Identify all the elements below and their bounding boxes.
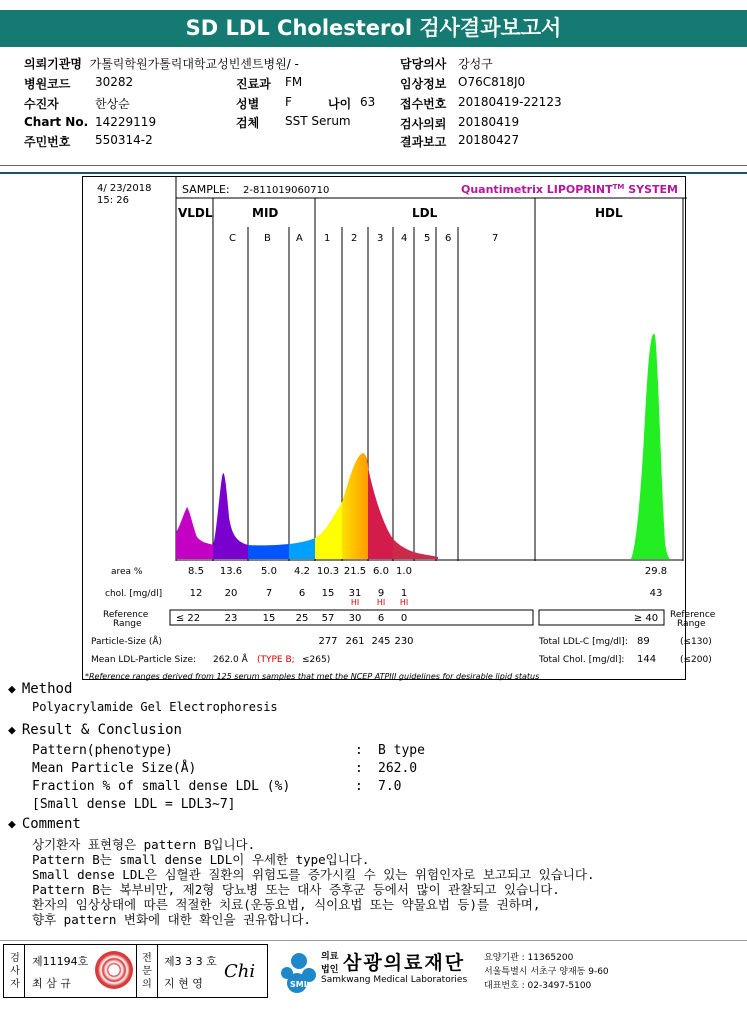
result-colon-2: : xyxy=(355,761,363,776)
org-phone: 대표번호 : 02-3497-5100 xyxy=(484,981,592,991)
patient-name: 한상순 xyxy=(95,97,130,111)
area-a: 4.2 xyxy=(294,566,310,577)
particle-values xyxy=(318,636,413,647)
sex: F xyxy=(285,95,292,109)
org-address: 서울특별시 서초구 양재동 9-60 xyxy=(484,967,609,977)
chart-label: Chart No. xyxy=(24,115,89,129)
ref-4: 0 xyxy=(400,613,408,624)
area-3: 6.0 xyxy=(373,566,389,577)
request-date: 20180419 xyxy=(458,115,520,129)
band-5: 5 xyxy=(424,233,431,244)
particle-1: 277 xyxy=(318,636,338,647)
header-divider-blue xyxy=(0,172,747,174)
result-value-size: 262.0 xyxy=(378,761,418,776)
comment-line: 상기환자 표현형은 pattern B입니다. xyxy=(32,837,256,852)
result-title: ◆ Result & Conclusion xyxy=(8,722,182,738)
band-1: 1 xyxy=(324,233,331,244)
requesting-org: 가톨릭학원가톨릭대학교성빈센트병원 xyxy=(89,57,287,71)
requesting-org-label: 의뢰기관명 xyxy=(24,57,82,71)
area-2: 21.5 xyxy=(343,566,367,577)
ref-c: 23 xyxy=(224,613,238,624)
comment-line: 환자의 임상상태에 따른 적절한 치료(운동요법, 식이요법 또는 약물요법 등)를 권하며, xyxy=(32,897,541,912)
hospital-code: 30282 xyxy=(95,75,134,89)
sample-id: 2-811019060710 xyxy=(243,185,330,196)
hi-flag-2: HI xyxy=(350,598,360,607)
chol-c: 20 xyxy=(224,588,238,599)
area-c: 13.6 xyxy=(219,566,243,577)
ldl4-tail xyxy=(393,539,438,559)
sml-logo-text: SML xyxy=(290,980,309,989)
sample-label: SAMPLE: xyxy=(182,183,230,196)
doctor-label: 담당의사 xyxy=(400,57,447,71)
footnote: *Reference ranges derived from 125 serum samples that met the NCEP ATPIII guidelines for desirable lipid status xyxy=(85,672,540,681)
band-b: B xyxy=(264,233,271,244)
lab-info-label: 임상정보 xyxy=(400,77,447,91)
chol-vldl: 12 xyxy=(189,588,203,599)
vldl-peak xyxy=(176,507,213,559)
chol-a: 6 xyxy=(298,588,306,599)
band-2: 2 xyxy=(351,233,358,244)
ward-slash: / - xyxy=(286,57,299,71)
particle-4: 230 xyxy=(394,636,414,647)
total-chol-label: Total Chol. [mg/dl]: xyxy=(539,655,625,665)
ldl3-peak xyxy=(368,467,393,559)
hospital-code-label: 병원코드 xyxy=(24,77,71,91)
request-label: 검사의뢰 xyxy=(400,117,447,131)
ref-vldl: ≤ 22 xyxy=(175,613,201,624)
report-date: 20180427 xyxy=(458,133,520,147)
band-6: 6 xyxy=(445,233,452,244)
method-title: ◆ Method xyxy=(8,681,73,697)
zone-mid: MID xyxy=(252,206,279,220)
ref-a: 25 xyxy=(295,613,309,624)
receipt-label: 접수번호 xyxy=(400,97,447,111)
examiner-no: 제11194호 xyxy=(32,955,89,968)
age: 63 xyxy=(360,95,376,109)
particle-label: Particle-Size (Å) xyxy=(91,637,163,647)
examiner-label: 검 사 자 xyxy=(10,953,20,990)
total-chol: 144 xyxy=(637,654,657,665)
ref-values xyxy=(176,613,658,624)
hi-flag-4: HI xyxy=(399,598,409,607)
mid-c-peak xyxy=(213,473,248,559)
org-prefix: 의료 법인 xyxy=(321,952,339,975)
mid-b-peak xyxy=(248,544,289,559)
chol-1: 15 xyxy=(321,588,335,599)
signature: Chi xyxy=(224,961,256,982)
chol-2: 31 xyxy=(348,588,362,599)
dept: FM xyxy=(285,75,303,89)
footer-divider xyxy=(0,940,747,941)
comment-line: Small dense LDL은 심혈관 질환의 위험도를 증가시킬 수 있는 위험인자로 보고되고 있습니다. xyxy=(32,867,595,882)
method-text: Polyacrylamide Gel Electrophoresis xyxy=(32,700,278,714)
patient-label: 수진자 xyxy=(24,97,59,111)
zone-hdl: HDL xyxy=(595,206,623,220)
hi-flags xyxy=(351,598,408,607)
total-ldl: 89 xyxy=(637,636,650,647)
area-hdl: 29.8 xyxy=(644,566,668,577)
hi-flag-3: HI xyxy=(376,598,386,607)
result-note: [Small dense LDL = LDL3~7] xyxy=(32,797,236,812)
area-values xyxy=(188,566,667,577)
header-divider xyxy=(0,165,747,166)
comment-line: 향후 pattern 변화에 대한 확인을 권유합니다. xyxy=(32,912,311,927)
org-code: 요양기관 : 11365200 xyxy=(484,953,574,963)
comment-line: Pattern B는 복부비만, 제2형 당뇨병 또는 대사 증후군 등에서 많이 관찰되고 있습니다. xyxy=(32,882,560,897)
total-ldl-ref: (≤130) xyxy=(680,637,712,647)
chol-3: 9 xyxy=(377,588,385,599)
age-label: 나이 xyxy=(328,97,352,111)
total-chol-ref: (≤200) xyxy=(680,655,712,665)
report-date-time: 4/ 23/2018 xyxy=(97,183,152,194)
zone-ldl: LDL xyxy=(412,206,438,220)
result-label-pattern: Pattern(phenotype) xyxy=(32,743,173,758)
chol-hdl: 43 xyxy=(649,588,663,599)
mean-type: (TYPE B; xyxy=(257,655,295,665)
sex-label: 성별 xyxy=(236,97,260,111)
dept-label: 진료과 xyxy=(236,77,271,91)
ref-label-right: Reference Range xyxy=(670,610,716,629)
ref-3: 6 xyxy=(377,613,385,624)
area-label: area % xyxy=(111,567,143,577)
ref-b: 15 xyxy=(262,613,276,624)
receipt: 20180419-22123 xyxy=(458,95,562,109)
specimen-label: 검체 xyxy=(236,116,260,130)
rrn: 550314-2 xyxy=(95,133,153,147)
band-3: 3 xyxy=(377,233,384,244)
hdl-peak xyxy=(631,334,670,559)
lab-info: O76C818J0 xyxy=(458,75,526,89)
area-4: 1.0 xyxy=(396,566,412,577)
chol-label: chol. [mg/dl] xyxy=(105,589,163,599)
org-en: Samkwang Medical Laboratories xyxy=(321,975,468,985)
brand-name: Quantimetrix LIPOPRINT™ SYSTEM xyxy=(461,183,678,196)
particle-3: 245 xyxy=(371,636,391,647)
area-1: 10.3 xyxy=(316,566,340,577)
ref-1: 57 xyxy=(321,613,335,624)
seal-stamp xyxy=(95,951,133,989)
result-label-size: Mean Particle Size(Å) xyxy=(32,761,197,776)
org-name: 삼광의료재단 xyxy=(343,952,466,974)
comment-title: ◆ Comment xyxy=(8,816,81,832)
band-c: C xyxy=(229,233,236,244)
rrn-label: 주민번호 xyxy=(24,135,71,149)
examiner-name: 최 삼 규 xyxy=(32,977,71,990)
signature-box xyxy=(3,944,268,998)
comment-line: Pattern B는 small dense LDL이 우세한 type입니다. xyxy=(32,852,370,867)
specialist-name: 지 현 영 xyxy=(164,977,203,990)
doctor: 강성구 xyxy=(458,57,493,71)
mean-type-ref: ≤265) xyxy=(302,655,331,665)
particle-2: 261 xyxy=(345,636,365,647)
chol-b: 7 xyxy=(265,588,273,599)
ldl1-peak xyxy=(315,502,342,559)
ldl2-peak xyxy=(342,453,368,559)
ref-label: Reference Range xyxy=(103,610,149,629)
result-value-fraction: 7.0 xyxy=(378,779,402,794)
specialist-no: 제3 3 3 호 xyxy=(164,955,217,968)
lipoprint-report xyxy=(82,176,716,681)
report-title: SD LDL Cholesterol 검사결과보고서 xyxy=(0,10,747,47)
report-time: 15: 26 xyxy=(97,195,129,206)
zone-vldl: VLDL xyxy=(178,206,213,220)
band-7: 7 xyxy=(492,233,499,244)
area-vldl: 8.5 xyxy=(188,566,204,577)
sml-logo xyxy=(277,947,321,995)
band-a: A xyxy=(296,233,303,244)
report-label: 결과보고 xyxy=(400,135,447,149)
ref-2: 30 xyxy=(348,613,362,624)
result-value-pattern: B type xyxy=(378,743,425,758)
specimen: SST Serum xyxy=(285,114,351,128)
result-label-fraction: Fraction % of small dense LDL (%) xyxy=(32,779,291,794)
result-colon-3: : xyxy=(355,779,363,794)
ref-hdl: ≥ 40 xyxy=(633,613,659,624)
mean-value: 262.0 Å xyxy=(213,655,248,665)
total-ldl-label: Total LDL-C [mg/dl]: xyxy=(539,637,628,647)
area-b: 5.0 xyxy=(261,566,277,577)
specialist-label: 전 문 의 xyxy=(142,953,152,990)
chol-values xyxy=(190,588,663,599)
mean-label: Mean LDL-Particle Size: xyxy=(91,655,197,665)
mid-a-peak xyxy=(289,538,315,559)
lipoprint-chart xyxy=(83,177,716,681)
result-colon-1: : xyxy=(355,743,363,758)
chol-4: 1 xyxy=(400,588,408,599)
band-4: 4 xyxy=(401,233,408,244)
chart-no: 14229119 xyxy=(95,115,157,129)
